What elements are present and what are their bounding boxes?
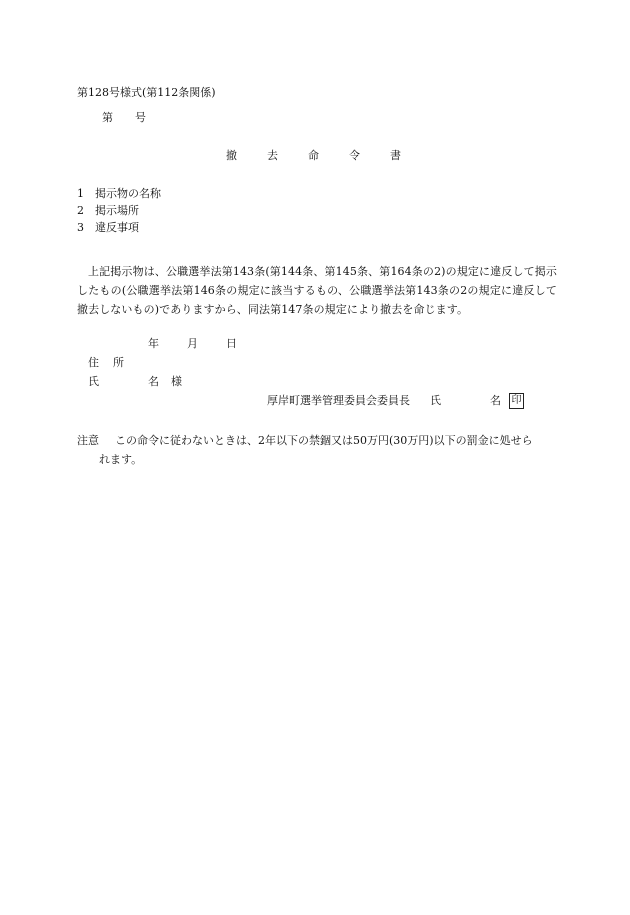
- date-day: 日: [226, 337, 237, 350]
- item-label: 違反事項: [95, 221, 139, 234]
- item-number: 1: [77, 187, 84, 200]
- addressee-line: [88, 374, 182, 390]
- notice-section: [77, 431, 557, 469]
- form-number-label: 第128号様式(第112条関係): [77, 86, 216, 99]
- list-item: [77, 202, 161, 219]
- date-line: [148, 336, 265, 352]
- addressee-mei: 名: [148, 375, 159, 388]
- addressee-sama: 様: [171, 375, 182, 388]
- notice-text: この命令に従わないときは、2年以下の禁錮又は50万円(30万円)以下の罰金に処せら: [115, 434, 533, 447]
- title-char: 書: [390, 149, 401, 162]
- item-number: 3: [77, 221, 84, 234]
- number-dai: 第: [102, 111, 113, 124]
- list-item: [77, 219, 161, 236]
- notice-label: 注意: [77, 434, 99, 447]
- address-ju: 住: [88, 356, 99, 369]
- document-title: [226, 148, 401, 164]
- notice-text-continued: れます。: [99, 453, 143, 466]
- date-month: 月: [187, 337, 198, 350]
- number-go: 号: [135, 111, 146, 124]
- document-number: [102, 110, 146, 126]
- item-number: 2: [77, 204, 84, 217]
- issuer-mei: 名: [490, 394, 501, 407]
- date-year: 年: [148, 337, 159, 350]
- issuer-rank: 厚岸町選挙管理委員会委員長: [267, 394, 410, 407]
- item-label: 掲示物の名称: [95, 187, 161, 200]
- title-char: 命: [308, 149, 319, 162]
- issuer-line: [267, 393, 524, 409]
- title-char: 撤: [226, 149, 237, 162]
- issuer-shi: 氏: [430, 394, 441, 407]
- address-sho: 所: [113, 356, 124, 369]
- address-line: [88, 355, 124, 371]
- title-char: 去: [267, 149, 278, 162]
- order-body-text: 上記掲示物は、公職選挙法第143条(第144条、第145条、第164条の2)の規定に違反して掲示したもの(公職選挙法第146条の規定に該当するもの、公職選挙法第143条の2の規定に違反して撤去しないもの)でありますから、同法第147条の規定により撤去を命じます。: [77, 265, 557, 316]
- item-label: 掲示場所: [95, 204, 139, 217]
- seal-box: 印: [509, 393, 524, 409]
- title-char: 令: [349, 149, 360, 162]
- addressee-shi: 氏: [88, 375, 99, 388]
- item-list: [77, 185, 161, 236]
- list-item: [77, 185, 161, 202]
